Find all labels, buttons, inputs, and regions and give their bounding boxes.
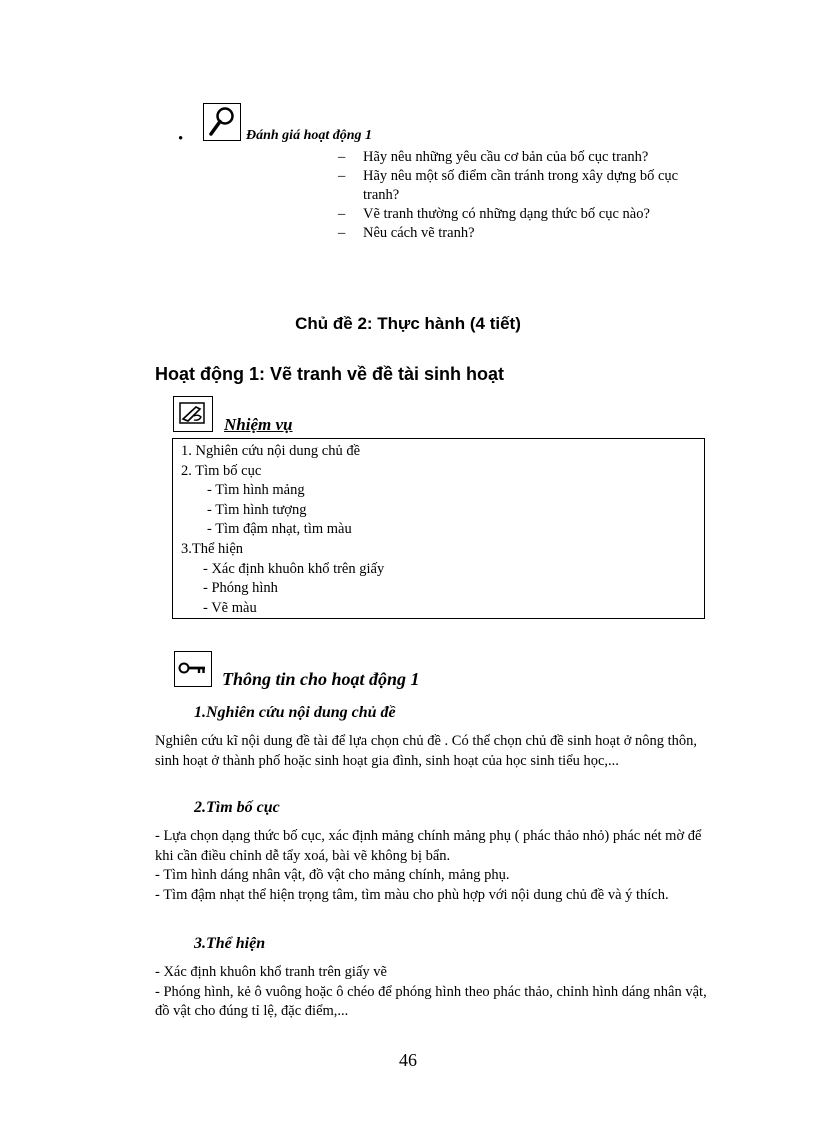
question-item xyxy=(338,224,698,243)
writing-hand-icon xyxy=(173,396,213,432)
dash: – xyxy=(338,225,346,241)
magnifier-icon xyxy=(203,103,241,141)
question-item xyxy=(338,148,698,167)
section-heading: 3.Thể hiện xyxy=(194,935,266,952)
section-line: - Xác định khuôn khổ tranh trên giấy vẽ xyxy=(155,964,387,980)
section-line: - Tìm hình dáng nhân vật, đồ vật cho mảng chính, mảng phụ. xyxy=(155,867,510,884)
evaluation-title: Đánh giá hoạt động 1 xyxy=(246,128,373,143)
task-title: Nhiệm vụ xyxy=(224,415,293,434)
task-line: 2. Tìm bố cục xyxy=(181,462,262,479)
activity-heading: Hoạt động 1: Vẽ tranh về đề tài sinh hoạt xyxy=(155,364,505,384)
task-line: 3.Thể hiện xyxy=(181,540,244,557)
task-line: - Tìm hình tượng xyxy=(207,501,307,518)
section-text: Nghiên cứu kĩ nội dung đề tài để lựa chọn chủ đề . Có thể chọn chủ đề sinh hoạt ở nông thôn, sinh hoạt ở thành phố hoặc sinh hoạt gia đình, sinh hoạt của học sinh tiểu học,... xyxy=(155,733,698,769)
task-line: - Tìm đậm nhạt, tìm màu xyxy=(207,521,352,538)
task-box xyxy=(172,438,705,619)
task-line: - Vẽ màu xyxy=(203,599,257,616)
info-title: Thông tin cho hoạt động 1 xyxy=(222,669,420,689)
section-line: - Tìm đậm nhạt thể hiện trọng tâm, tìm màu cho phù hợp với nội dung chủ đề và ý thích. xyxy=(155,886,669,903)
topic-heading: Chủ đề 2: Thực hành (4 tiết) xyxy=(295,314,521,333)
task-line: - Phóng hình xyxy=(203,580,278,597)
question-text: Vẽ tranh thường có những dạng thức bố cục nào? xyxy=(363,206,650,222)
dash: – xyxy=(338,168,346,184)
evaluation-questions xyxy=(338,148,698,243)
section-body xyxy=(155,963,710,1022)
question-text: Hãy nêu những yêu cầu cơ bản của bố cục tranh? xyxy=(363,149,649,165)
dash: – xyxy=(338,149,346,165)
key-icon xyxy=(174,651,212,687)
task-line: - Xác định khuôn khổ trên giấy xyxy=(203,560,385,577)
section-body xyxy=(155,827,710,905)
question-item xyxy=(338,167,698,205)
section-line: - Phóng hình, kẻ ô vuông hoặc ô chéo để phóng hình theo phác thảo, chỉnh hình dáng nhân vật, đồ vật cho đúng tỉ lệ, đặc điểm,... xyxy=(155,983,707,1020)
question-item xyxy=(338,205,698,224)
section-heading: 1.Nghiên cứu nội dung chủ đề xyxy=(194,704,396,721)
dash: – xyxy=(338,206,346,222)
page-number: 46 xyxy=(399,1050,417,1070)
bullet: • xyxy=(178,131,184,147)
question-text: Nêu cách vẽ tranh? xyxy=(363,225,475,241)
question-text: Hãy nêu một số điểm cần tránh trong xây dựng bố cục tranh? xyxy=(363,168,679,203)
section-heading: 2.Tìm bố cục xyxy=(194,799,280,816)
task-line: - Tìm hình mảng xyxy=(207,482,305,499)
section-line: - Lựa chọn dạng thức bố cục, xác định mảng chính mảng phụ ( phác thảo nhỏ) phác nét mờ để khi cần điều chỉnh dễ tẩy xoá, bài vẽ không bị bẩn. xyxy=(155,828,702,864)
task-line: 1. Nghiên cứu nội dung chủ đề xyxy=(181,443,361,459)
